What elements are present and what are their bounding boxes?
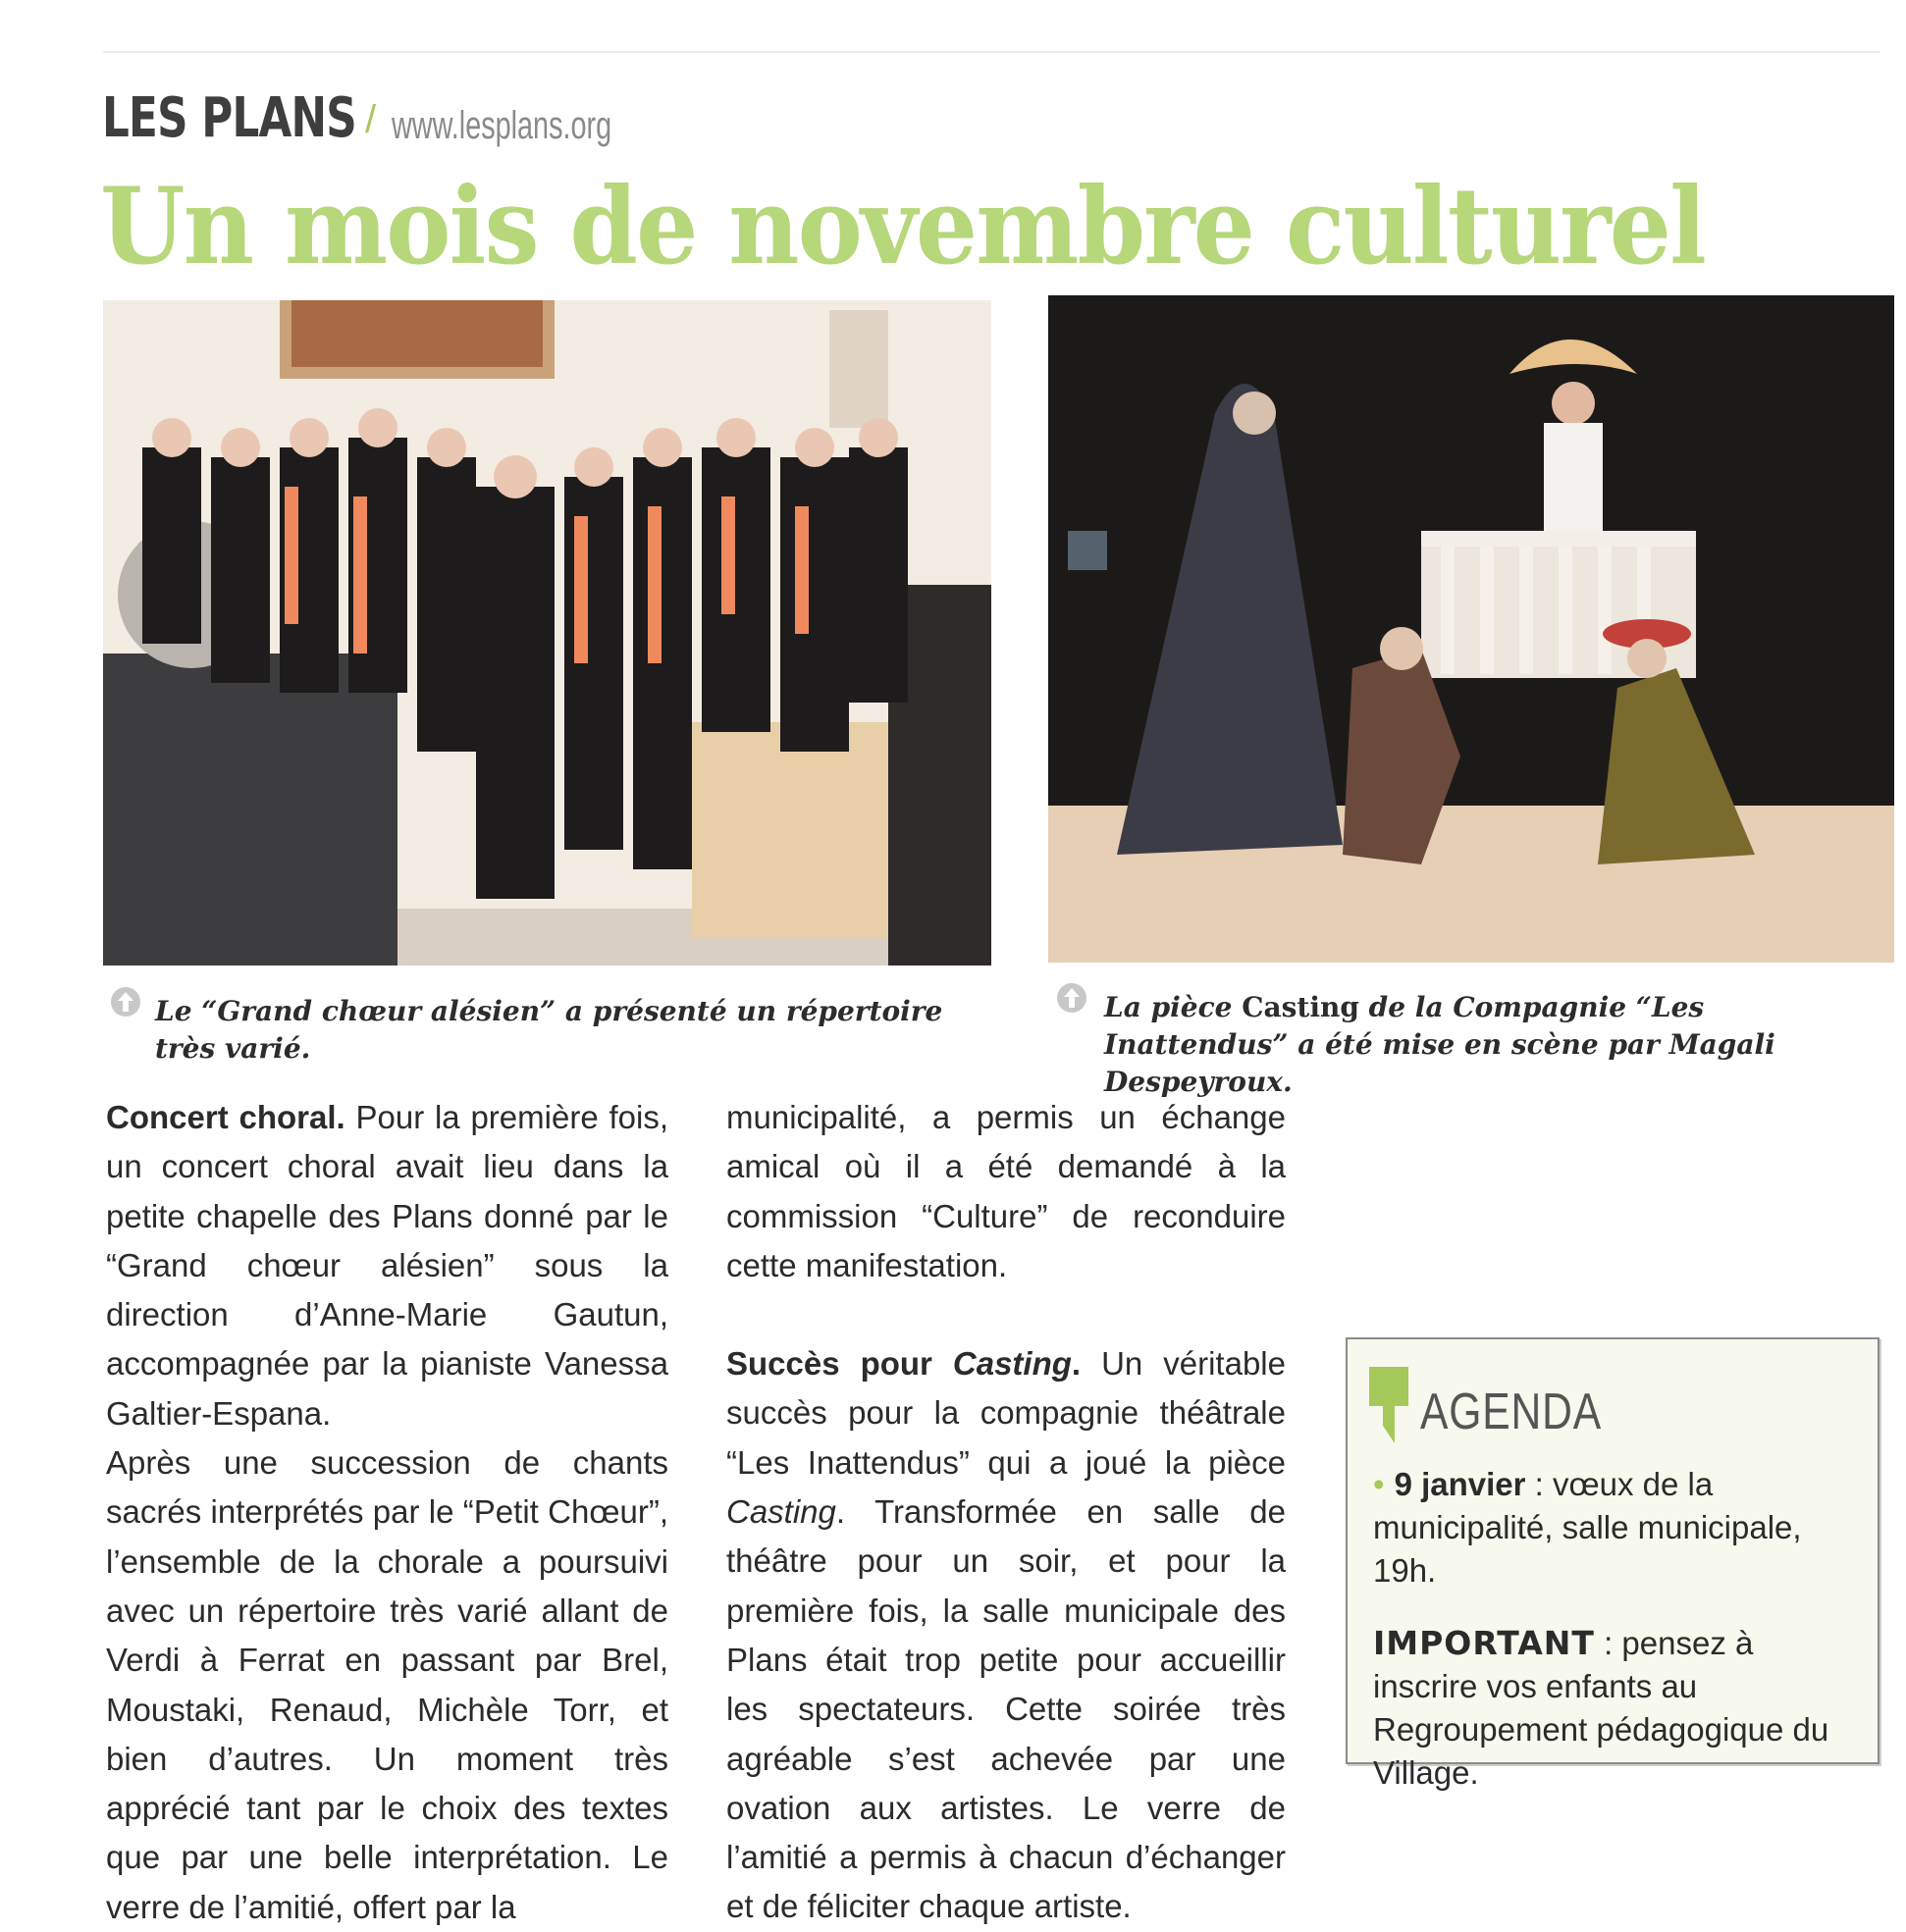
paragraph-text: . Transformée en salle de théâtre pour un soir, et pour la première fois, la salle municipale des Plans était trop petite pour accueillir les spectateurs. Cette soirée très agréable s’est achevée par une ovation aux artistes. Le verre de l’amitié a permis à chacun d’échanger et de féliciter chaque artiste.	[726, 1493, 1286, 1925]
article-paragraph: Après une succession de chants sacrés interprétés par le “Petit Chœur”, l’ensemble de la chorale a poursuivi avec un répertoire très varié allant de Verdi à Ferrat en passant par Brel, Moustaki, Renaud, Michèle Torr, et bien d’autres. Un moment très apprécié tant par le choix des textes que par une belle interprétation. Le verre de l’amitié, offert par la	[106, 1444, 668, 1925]
choir-caption: Le “Grand chœur alésien” a présenté un répertoire très varié.	[155, 995, 943, 1065]
theatre-caption	[1104, 989, 1889, 1101]
lead-text: .	[1071, 1345, 1082, 1383]
agenda-body	[1373, 1463, 1864, 1824]
theatre-photo	[1048, 295, 1894, 963]
agenda-item-text: : vœux de la municipalité, salle municipale, 19h.	[1373, 1466, 1802, 1589]
agenda-box	[1346, 1337, 1880, 1791]
article-paragraph: municipalité, a permis un échange amical où il a été demandé à la commission “Culture” de reconduire cette manifestation.	[726, 1099, 1286, 1283]
article-paragraph	[726, 1339, 1286, 1932]
arrow-up-circle-icon	[1055, 981, 1088, 1015]
important-label: IMPORTANT	[1373, 1624, 1595, 1662]
section-website: www.lesplans.org	[392, 104, 612, 147]
paragraph-text: Un véritable succès pour la compagnie théâtrale “Les Inattendus” qui a joué la pièce	[726, 1345, 1286, 1481]
lead-text: Succès pour	[726, 1345, 953, 1383]
agenda-flag-icon	[1369, 1367, 1408, 1443]
bullet: •	[1373, 1466, 1385, 1502]
section-header	[102, 86, 612, 155]
article-column-2	[726, 1093, 1286, 1932]
agenda-title: AGENDA	[1420, 1384, 1602, 1440]
caption-text: La pièce	[1104, 991, 1243, 1023]
play-title: Casting	[726, 1493, 836, 1531]
choir-photo	[103, 300, 991, 966]
caption-text: de la Compagnie “Les Inattendus” a été mise en scène par Magali Despeyroux.	[1104, 991, 1775, 1098]
article-column-1	[106, 1093, 668, 1932]
arrow-up-circle-icon	[109, 985, 142, 1018]
caption-play-title: Casting	[1242, 991, 1359, 1023]
section-separator: /	[365, 98, 377, 141]
article-paragraph	[106, 1093, 668, 1438]
important-text: : pensez à inscrire vos enfants au Regroupement pédagogique du Village.	[1373, 1625, 1829, 1791]
agenda-item	[1373, 1463, 1864, 1593]
article-headline: Un mois de novembre culturel	[100, 165, 1706, 288]
section-name: LES PLANS	[102, 86, 356, 150]
paragraph-text: Pour la première fois, un concert choral avait lieu dans la petite chapelle des Plans donné par le “Grand chœur alésien” sous la direction d’Anne-Marie Gautun, accompagnée par la pianiste Vanessa Galtier-Espana.	[106, 1099, 668, 1432]
concert-lead: Concert choral.	[106, 1099, 345, 1135]
agenda-date: 9 janvier	[1394, 1466, 1526, 1502]
agenda-important	[1373, 1622, 1864, 1795]
top-rule	[103, 51, 1880, 53]
casting-lead	[726, 1345, 1081, 1382]
lead-play-title: Casting	[952, 1345, 1072, 1383]
